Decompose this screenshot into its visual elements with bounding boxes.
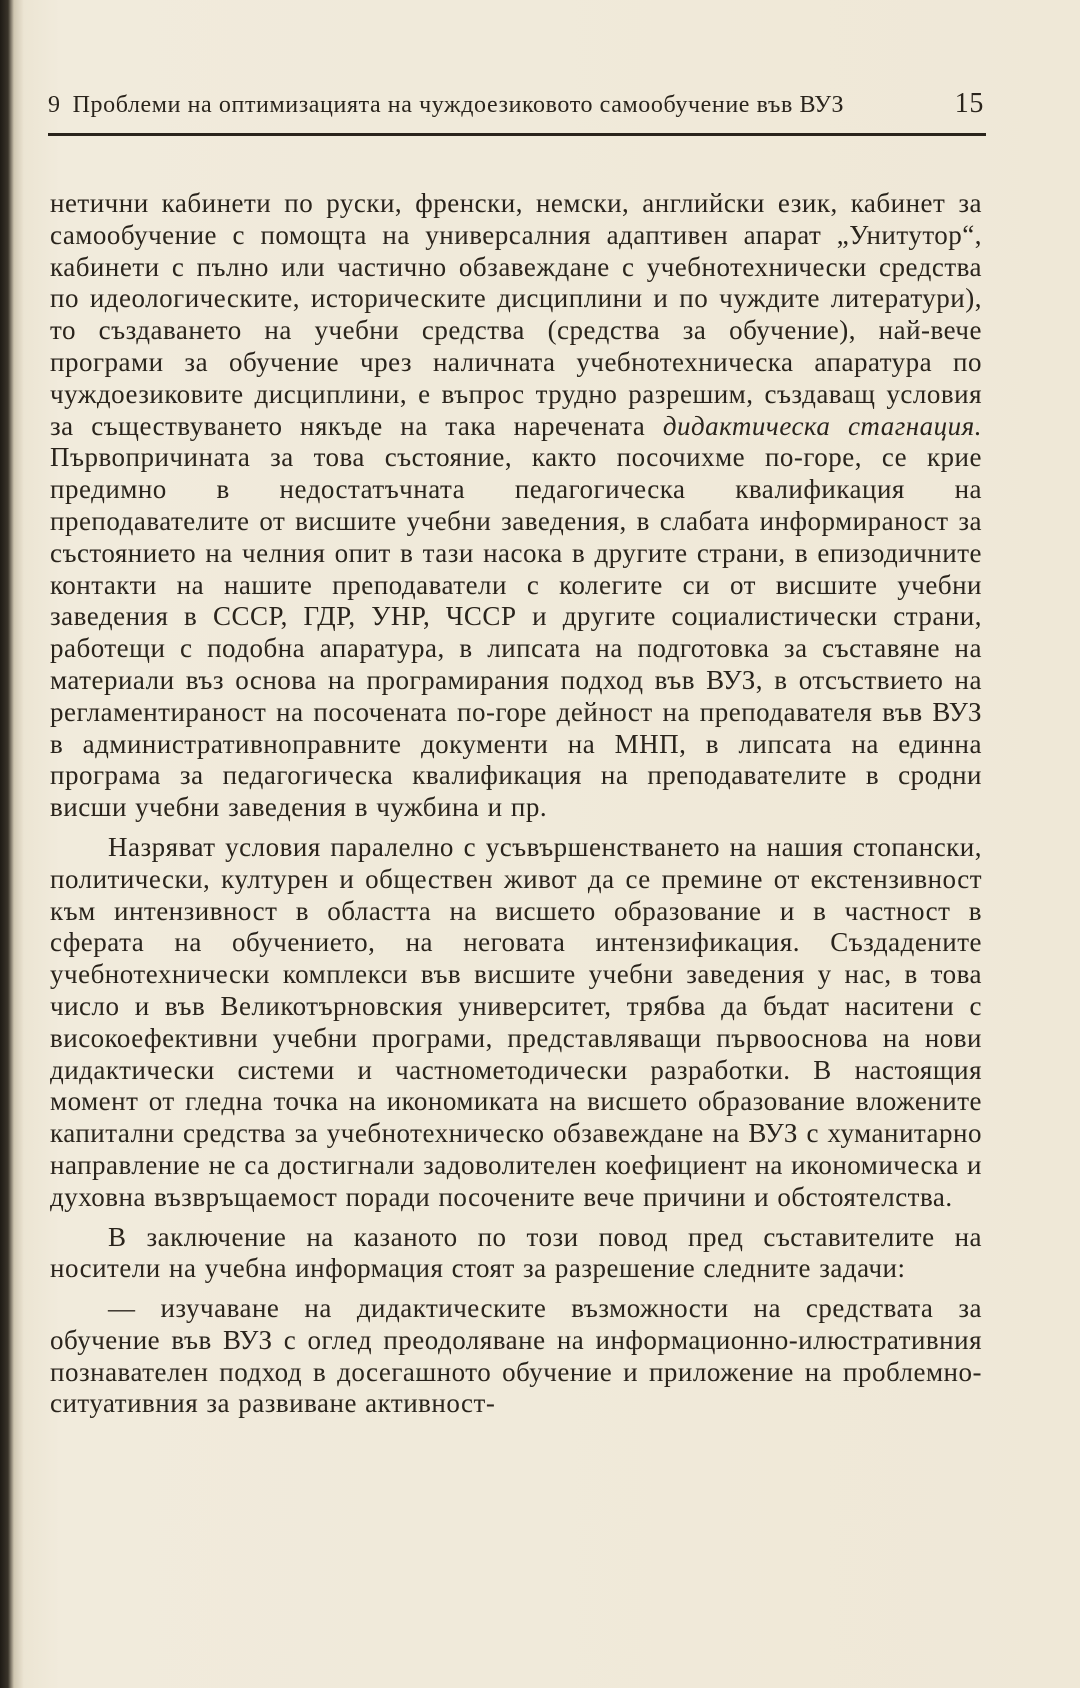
paragraph: В заключение на казаното по този повод пред съставителите на носители на учебна информация стоят за разрешение следните задачи: [50,1221,982,1284]
header-rule [48,133,986,136]
paragraph-text: нетични кабинети по руски, френски, немски, английски език, кабинет за самообучение с помощта на универсалния адаптивен апарат „Унитутор“, кабинети с пълно или частично обзавеждане с учебнотехнически средства по идеологическите, историческите дисциплини и по чуждите литератури), то създаването на учебни средства (средства за обучение), най-вече програми за обучение чрез наличната учебнотехническа апаратура по чуждоезиковите дисциплини, е въпрос трудно разрешим, създаващ условия за съществуването някъде на така наречената [50,188,982,441]
list-item: — изучаване на дидактическите възможности на средствата за обучение във ВУЗ с оглед преодоляване на информационно-илюстративния познавателен подход в досегашното обучение и приложение на проблемно-ситуативния за развиване активност- [50,1293,982,1419]
emphasis-text: дидактическа стагнация. [662,410,982,441]
running-header [48,88,984,120]
paragraph: Назряват условия паралелно с усъвършенстването на нашия стопански, политически, културен и обществен живот да се премине от екстензивност към интензивност в областта на висшето образование и в частност в сферата на обучението, на неговата интензификация. Създадените учебнотехнически комплекси във висшите учебни заведения у нас, в това число и във Великотърновския университет, трябва да бъдат наситени с високоефективни учебни програми, представляващи първооснова на нови дидактически системи и частнометодически разработки. В настоящия момент от гледна точка на икономиката на висшето образование вложените капитални средства за учебнотехническо обзавеждане на ВУЗ с хуманитарно направление не са достигнали задоволителен коефициент на икономическа и духовна възвръщаемост поради посочените вече причини и обстоятелства. [50,831,982,1212]
paragraph-continued [50,188,982,824]
body-text [50,188,982,1420]
page-number: 15 [954,88,984,119]
chapter-title: Проблеми на оптимизацията на чуждоезиковото самообучение във ВУЗ [72,92,845,118]
chapter-number: 9 [48,92,61,118]
paragraph-text: Първопричината за това състояние, както посочихме по-горе, се крие предимно в недостатъчната педагогическа квалификация на преподавателите от висшите учебни заведения, в слабата информираност за състоянието на челния опит в тази насока в другите страни, в епизодичните контакти на нашите преподаватели с колегите си от висшите учебни заведения в СССР, ГДР, УНР, ЧССР и другите социалистически страни, работещи с подобна апаратура, в липсата на подготовка за съставяне на материали въз основа на програмирания подход във ВУЗ, в отсъствието на регламентираност на посочената по-горе дейност на преподавателя във ВУЗ в административноправните документи на МНП, в липсата на единна програма за педагогическа квалификация на преподавателите в сродни висши учебни заведения в чужбина и пр. [50,442,982,823]
